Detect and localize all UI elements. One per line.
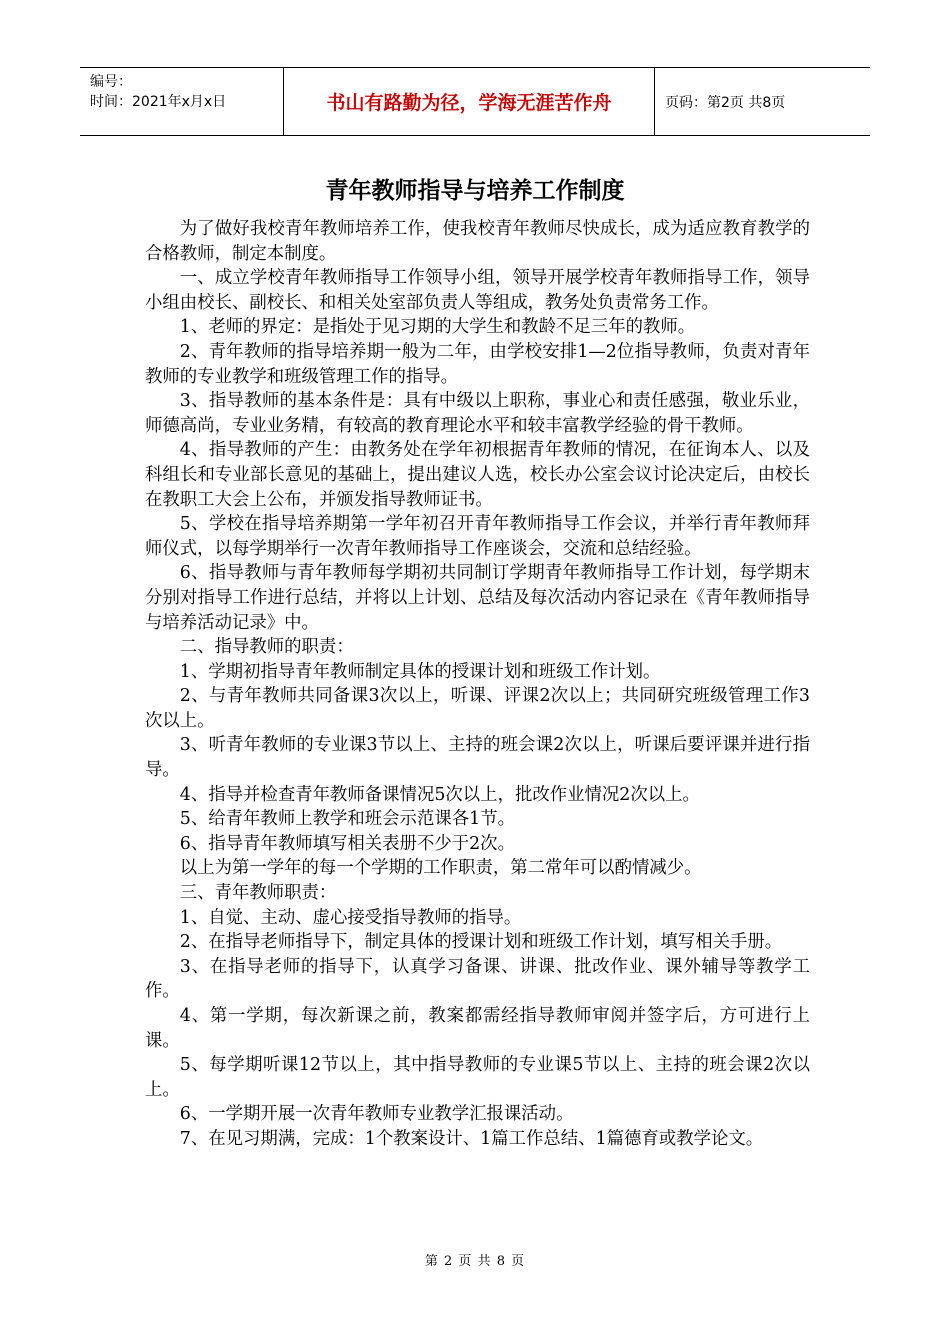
header-motto: 书山有路勤为径，学海无涯苦作舟 — [283, 68, 655, 135]
document-title: 青年教师指导与培养工作制度 — [325, 178, 625, 204]
paragraph: 3、指导教师的基本条件是：具有中级以上职称，事业心和责任感强，敬业乐业，师德高尚，专业业务精，有较高的教育理论水平和较丰富教学经验的骨干教师。 — [145, 391, 810, 436]
page-header — [80, 67, 870, 136]
paragraph: 5、给青年教师上教学和班会示范课各1节。 — [179, 809, 515, 830]
paragraph: 2、与青年教师共同备课3次以上，听课、评课2次以上；共同研究班级管理工作3次以上。 — [145, 686, 810, 731]
section-heading: 三、青年教师职责： — [179, 883, 337, 904]
page-footer: 第 2 页 共 8 页 — [424, 1254, 526, 1269]
paragraph: 5、学校在指导培养期第一学年初召开青年教师指导工作会议，并举行青年教师拜师仪式，以每学期举行一次青年教师指导工作座谈会，交流和总结经验。 — [145, 514, 810, 559]
paragraph: 1、学期初指导青年教师制定具体的授课计划和班级工作计划。 — [179, 661, 661, 682]
header-page-info: 页码：第2页 共8页 — [665, 94, 786, 111]
paragraph: 5、每学期听课12节以上，其中指导教师的专业课5节以上、主持的班会课2次以上。 — [145, 1055, 810, 1100]
paragraph: 6、指导教师与青年教师每学期初共同制订学期青年教师指导工作计划，每学期末分别对指导工作进行总结，并将以上计划、总结及每次活动内容记录在《青年教师指导与培养活动记录》中。 — [145, 563, 810, 633]
paragraph: 为了做好我校青年教师培养工作，使我校青年教师尽快成长，成为适应教育教学的合格教师，制定本制度。 — [145, 219, 810, 264]
paragraph: 4、指导教师的产生：由教务处在学年初根据青年教师的情况，在征询本人、以及科组长和专业部长意见的基础上，提出建议人选，校长办公室会议讨论决定后，由校长在教职工大会上公布，并颁发指导教师证书。 — [145, 440, 810, 510]
paragraph: 1、老师的界定：是指处于见习期的大学生和教龄不足三年的教师。 — [179, 317, 696, 338]
paragraph: 4、第一学期，每次新课之前，教案都需经指导教师审阅并签字后，方可进行上课。 — [145, 1006, 810, 1051]
document-time-label: 时间：2021年x月x日 — [90, 94, 227, 110]
paragraph: 以上为第一学年的每一个学期的工作职责，第二常年可以酌情减少。 — [179, 858, 702, 879]
paragraph: 3、听青年教师的专业课3节以上、主持的班会课2次以上，听课后要评课并进行指导。 — [145, 735, 810, 781]
paragraph: 2、在指导老师指导下，制定具体的授课计划和班级工作计划，填写相关手册。 — [179, 932, 783, 953]
paragraph: 1、自觉、主动、虚心接受指导教师的指导。 — [179, 907, 522, 928]
paragraph: 4、指导并检查青年教师备课情况5次以上，批改作业情况2次以上。 — [179, 784, 700, 805]
document-number-label: 编号： — [90, 74, 132, 90]
paragraph: 2、青年教师的指导培养期一般为二年，由学校安排1—2位指导教师，负责对青年教师的专业教学和班级管理工作的指导。 — [145, 341, 810, 387]
paragraph: 7、在见习期满，完成：1个教案设计、1篇工作总结、1篇德育或教学论文。 — [179, 1128, 764, 1149]
header-meta — [80, 68, 283, 135]
paragraph: 3、在指导老师的指导下，认真学习备课、讲课、批改作业、课外辅导等教学工作。 — [145, 956, 810, 1002]
document-body — [145, 217, 810, 1152]
paragraph: 一、成立学校青年教师指导工作领导小组，领导开展学校青年教师指导工作，领导小组由校长、副校长、和相关处室部负责人等组成，教务处负责常务工作。 — [145, 268, 810, 313]
paragraph: 6、指导青年教师填写相关表册不少于2次。 — [179, 833, 515, 854]
section-heading: 二、指导教师的职责： — [179, 637, 354, 658]
paragraph: 6、一学期开展一次青年教师专业教学汇报课活动。 — [179, 1104, 574, 1125]
